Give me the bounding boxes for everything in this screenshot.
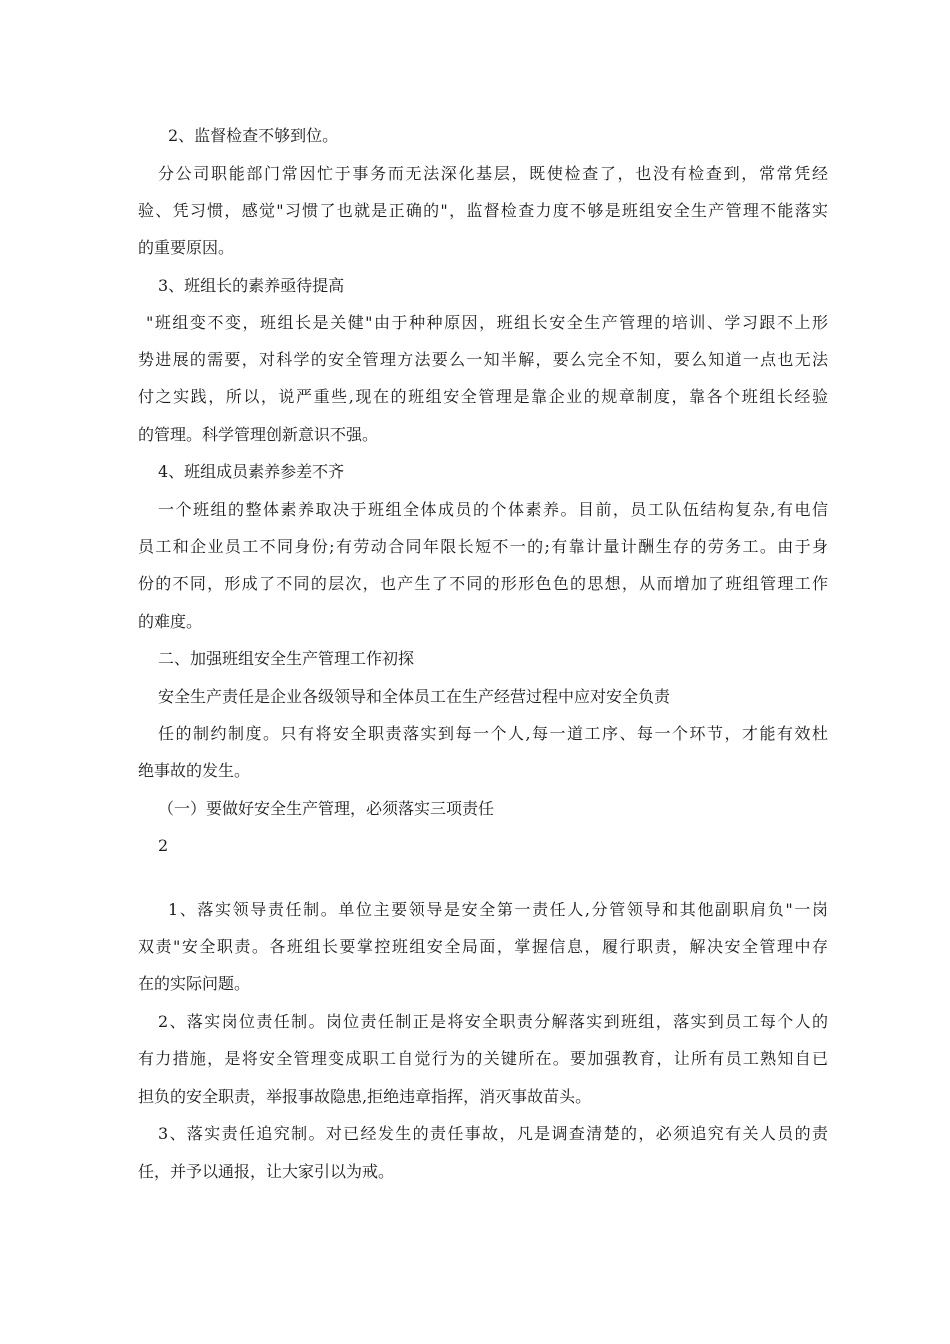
paragraph-line: 2、落实岗位责任制。岗位责任制正是将安全职责分解落实到班组，落实到员工每个人的 bbox=[158, 1012, 828, 1031]
paragraph-line: 有力措施，是将安全管理变成职工自觉行为的关键所在。要加强教育，让所有员工熟知自已 bbox=[138, 1049, 828, 1068]
paragraph-line: 在的实际问题。 bbox=[138, 974, 251, 993]
paragraph-line: 势进展的需要，对科学的安全管理方法要么一知半解，要么完全不知，要么知道一点也无法 bbox=[138, 350, 828, 369]
section-title: 二、加强班组安全生产管理工作初探 bbox=[158, 649, 415, 668]
heading-supervision: 2、监督检查不够到位。 bbox=[168, 126, 339, 145]
paragraph-line: 付之实践，所以，说严重些,现在的班组安全管理是靠企业的规章制度，靠各个班组长经验 bbox=[138, 387, 828, 406]
paragraph-line: 验、凭习惯，感觉"习惯了也就是正确的"，监督检查力度不够是班组安全生产管理不能落实 bbox=[138, 201, 828, 220]
paragraph-line: 绝事故的发生。 bbox=[138, 761, 251, 780]
paragraph-line: 双责"安全职责。各班组长要掌控班组安全局面，掌握信息，履行职责，解决安全管理中存 bbox=[138, 937, 828, 956]
paragraph-line: 任，并予以通报，让大家引以为戒。 bbox=[138, 1162, 395, 1181]
heading-team-leader: 3、班组长的素养亟待提高 bbox=[158, 276, 345, 295]
paragraph-line: 分公司职能部门常因忙于事务而无法深化基层，既使检查了，也没有检查到，常常凭经 bbox=[158, 164, 828, 183]
heading-team-members: 4、班组成员素养参差不齐 bbox=[158, 462, 345, 481]
paragraph-line: 的重要原因。 bbox=[138, 238, 235, 257]
paragraph-line: 的管理。科学管理创新意识不强。 bbox=[138, 425, 379, 444]
paragraph-line: 3、落实责任追究制。对已经发生的责任事故，凡是调查清楚的，必须追究有关人员的责 bbox=[158, 1124, 828, 1143]
paragraph-line: 一个班组的整体素养取决于班组全体成员的个体素养。目前，员工队伍结构复杂,有电信 bbox=[158, 500, 828, 519]
paragraph-line: 1、落实领导责任制。单位主要领导是安全第一责任人,分管领导和其他副职肩负"一岗 bbox=[168, 900, 828, 919]
paragraph-line: 担负的安全职责，举报事故隐患,拒绝违章指挥，消灭事故苗头。 bbox=[138, 1087, 592, 1106]
subheading: （一）要做好安全生产管理，必须落实三项责任 bbox=[158, 799, 495, 818]
paragraph-line: 份的不同，形成了不同的层次，也产生了不同的形形色色的思想，从而增加了班组管理工作 bbox=[138, 574, 828, 593]
paragraph-line: 的难度。 bbox=[138, 612, 203, 631]
paragraph-line: 安全生产责任是企业各级领导和全体员工在生产经营过程中应对安全负责 bbox=[158, 687, 671, 706]
paragraph-line: 员工和企业员工不同身份;有劳动合同年限长短不一的;有靠计量计酬生存的劳务工。由于身 bbox=[138, 537, 828, 556]
page-number: 2 bbox=[158, 836, 169, 855]
paragraph-line: 任的制约制度。只有将安全职责落实到每一个人,每一道工序、每一个环节，才能有效杜 bbox=[158, 724, 828, 743]
paragraph-line: "班组变不变，班组长是关健"由于种种原因，班组长安全生产管理的培训、学习跟不上形 bbox=[146, 313, 828, 332]
